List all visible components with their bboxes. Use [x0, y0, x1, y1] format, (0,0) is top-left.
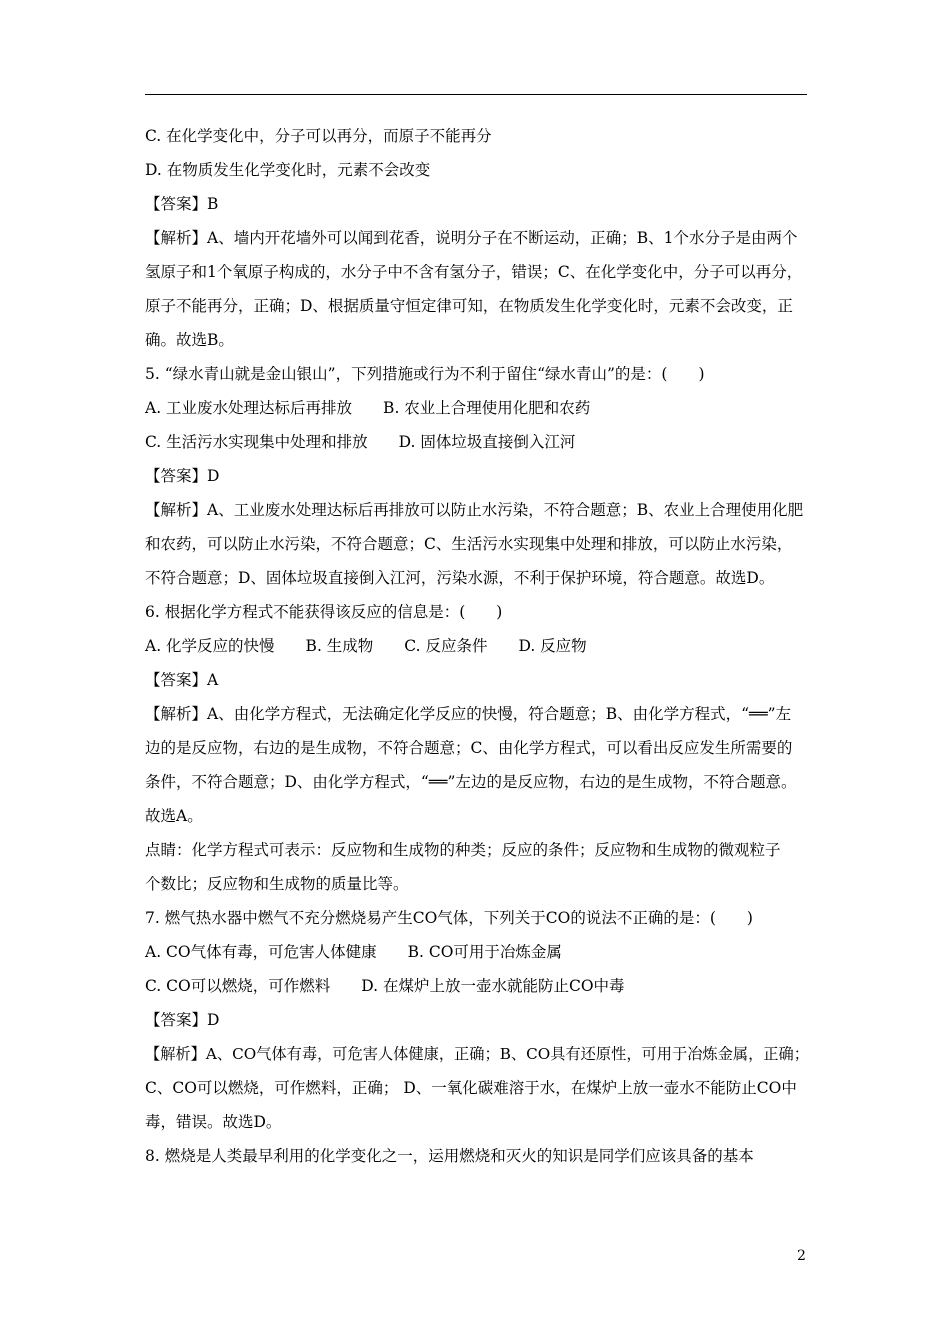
page-number: 2	[797, 1248, 806, 1264]
text-line: 6. 根据化学方程式不能获得该反应的信息是：( )	[145, 603, 503, 621]
text-line: 确。故选B。	[145, 331, 234, 349]
header-rule	[145, 94, 807, 95]
text-line: 【答案】D	[145, 1011, 220, 1029]
text-line: 边的是反应物，右边的是生成物，不符合题意；C、由化学方程式，可以看出反应发生所需要的	[145, 739, 793, 757]
text-line: A. CO气体有毒，可危害人体健康 B. CO可用于冶炼金属	[145, 943, 562, 961]
text-line: 个数比；反应物和生成物的质量比等。	[145, 875, 409, 893]
text-line: 原子不能再分，正确；D、根据质量守恒定律可知，在物质发生化学变化时，元素不会改变，正	[145, 297, 793, 315]
text-line: 5. “绿水青山就是金山银山”，下列措施或行为不利于留住“绿水青山”的是：( )	[145, 365, 705, 383]
text-line: 故选A。	[145, 807, 203, 825]
text-line: 【解析】A、墙内开花墙外可以闻到花香，说明分子在不断运动，正确；B、1个水分子是由两个	[145, 229, 798, 247]
text-line: 【解析】A、CO气体有毒，可危害人体健康，正确；B、CO具有还原性，可用于冶炼金属，正确；	[145, 1045, 809, 1063]
text-line: A. 化学反应的快慢 B. 生成物 C. 反应条件 D. 反应物	[145, 637, 587, 655]
text-line: 7. 燃气热水器中燃气不充分燃烧易产生CO气体，下列关于CO的说法不正确的是：( )	[145, 909, 753, 927]
text-line: D. 在物质发生化学变化时，元素不会改变	[145, 161, 431, 179]
text-line: C. 生活污水实现集中处理和排放 D. 固体垃圾直接倒入江河	[145, 433, 576, 451]
text-line: A. 工业废水处理达标后再排放 B. 农业上合理使用化肥和农药	[145, 399, 591, 417]
text-line: 【答案】D	[145, 467, 220, 485]
text-line: 8. 燃烧是人类最早利用的化学变化之一，运用燃烧和灭火的知识是同学们应该具备的基本	[145, 1147, 754, 1165]
text-line: 点睛：化学方程式可表示：反应物和生成物的种类；反应的条件；反应物和生成物的微观粒子	[145, 841, 781, 859]
text-line: C. 在化学变化中，分子可以再分，而原子不能再分	[145, 127, 492, 145]
text-line: 【解析】A、由化学方程式，无法确定化学反应的快慢，符合题意；B、由化学方程式，“══”左	[145, 705, 792, 723]
text-line: 【答案】B	[145, 195, 219, 213]
text-line: 【解析】A、工业废水处理达标后再排放可以防止水污染，不符合题意；B、农业上合理使用化肥	[145, 501, 804, 519]
text-line: 条件，不符合题意；D、由化学方程式，“══”左边的是反应物，右边的是生成物，不符合题意。	[145, 773, 797, 791]
text-line: 不符合题意；D、固体垃圾直接倒入江河，污染水源，不利于保护环境，符合题意。故选D。	[145, 569, 775, 587]
text-line: 【答案】A	[145, 671, 219, 689]
text-line: 氢原子和1个氧原子构成的，水分子中不含有氢分子，错误；C、在化学变化中，分子可以再分，	[145, 263, 803, 281]
text-line: 和农药，可以防止水污染，不符合题意；C、生活污水实现集中处理和排放，可以防止水污染，	[145, 535, 793, 553]
text-line: C. CO可以燃烧，可作燃料 D. 在煤炉上放一壶水就能防止CO中毒	[145, 977, 625, 995]
text-line: C、CO可以燃烧，可作燃料，正确； D、一氧化碳难溶于水，在煤炉上放一壶水不能防止CO中	[145, 1079, 797, 1097]
text-line: 毒，错误。故选D。	[145, 1113, 282, 1131]
